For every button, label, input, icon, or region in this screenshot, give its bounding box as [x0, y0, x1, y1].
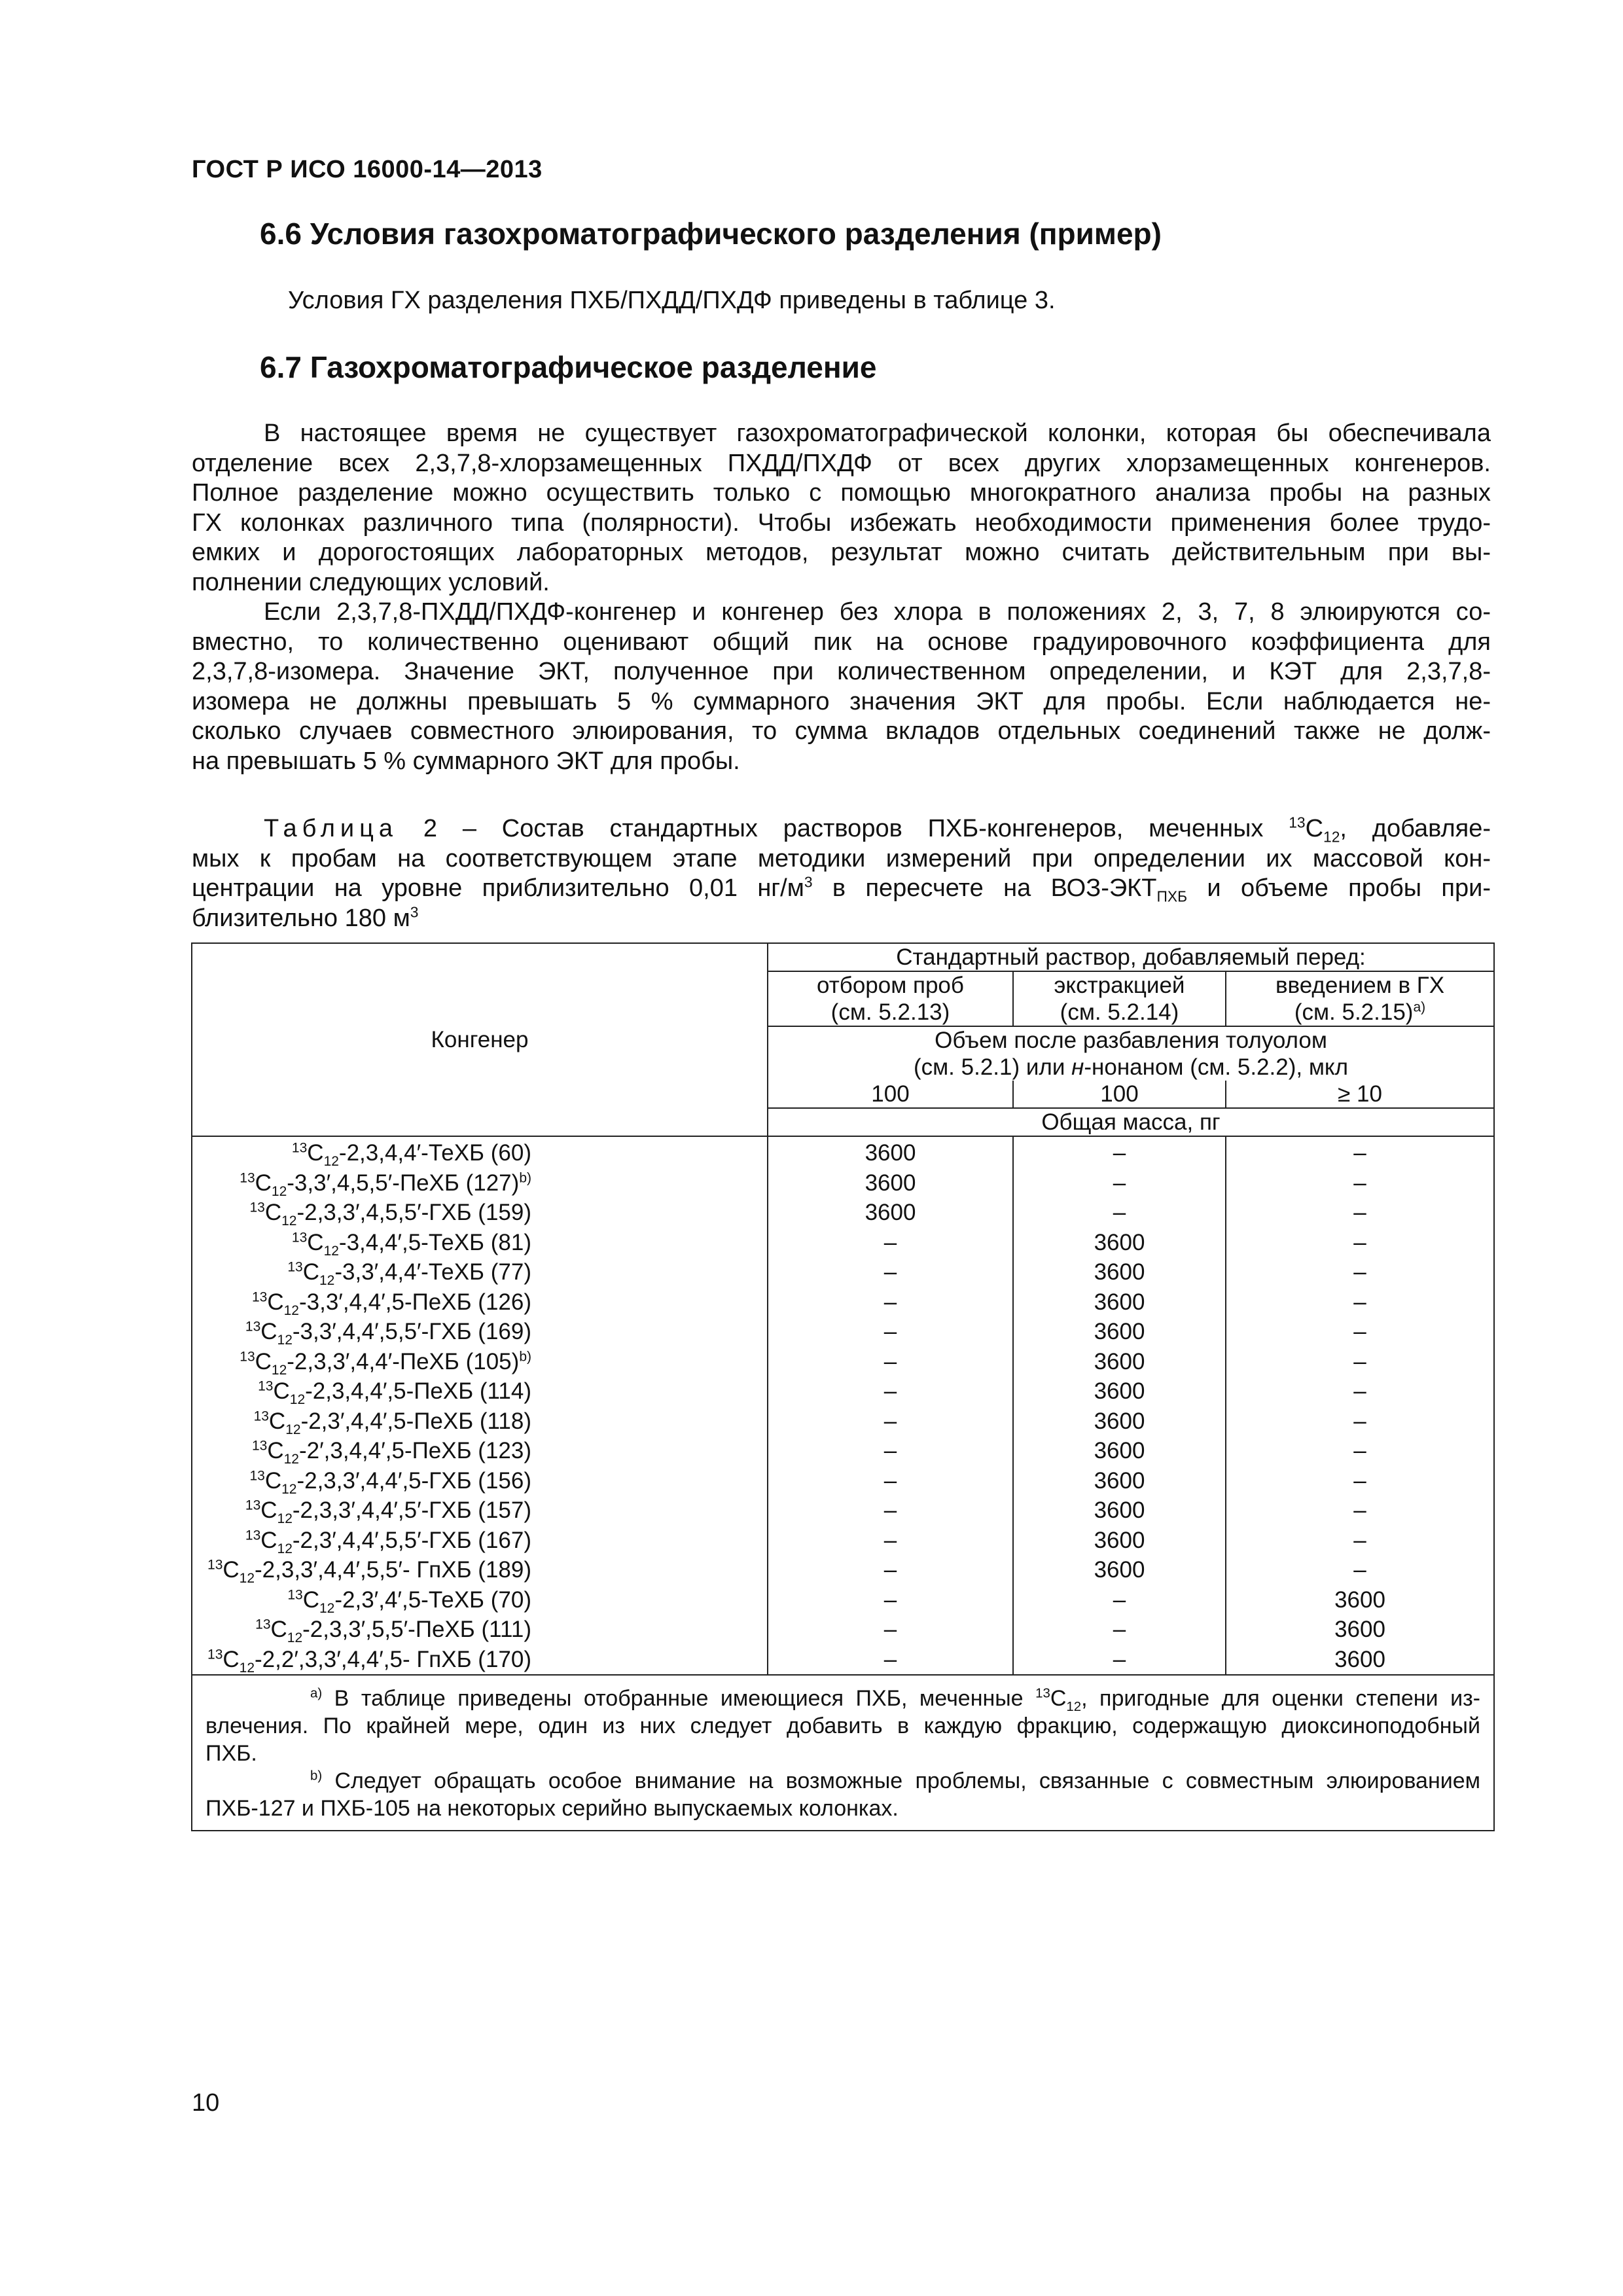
mass-extraction-cell: –	[1013, 1645, 1226, 1676]
table-row	[192, 1555, 1494, 1585]
caption-subscript: ПХБ	[1156, 888, 1188, 905]
congener-cell	[192, 1555, 768, 1585]
table-row	[192, 1136, 1494, 1168]
mass-gc-cell: –	[1226, 1287, 1494, 1318]
mass-sampling-cell: 3600	[768, 1136, 1013, 1168]
caption-carbon: C	[1305, 815, 1324, 842]
mass-gc-cell: –	[1226, 1526, 1494, 1556]
isotope-mass: 13	[249, 1467, 265, 1483]
congener-name: -3,4,4′,5-ТеХБ (81)	[338, 1229, 531, 1255]
congener-cell	[192, 1585, 768, 1615]
mass-gc-cell: –	[1226, 1436, 1494, 1466]
header-extraction-ref: (см. 5.2.14)	[1060, 999, 1179, 1025]
isotope-mass: 13	[245, 1527, 261, 1543]
congener-cell	[192, 1436, 768, 1466]
table-header	[192, 943, 1494, 1136]
mass-extraction-cell: 3600	[1013, 1466, 1226, 1496]
congener-cell	[192, 1198, 768, 1228]
carbon-count: 12	[283, 1302, 299, 1318]
header-volume-line2: (см. 5.2.1) или	[913, 1054, 1072, 1080]
footnote-text: В таблице приведены отобранные имеющиеся ПХБ, меченные	[322, 1686, 1036, 1711]
congener-name: -2,3′,4,4′,5-ПеХБ (118)	[300, 1408, 531, 1434]
mass-gc-cell: –	[1226, 1555, 1494, 1585]
carbon-count: 12	[271, 1183, 287, 1199]
footnote-ref-a: a)	[1413, 999, 1426, 1015]
caption-text: и объеме пробы при-	[1187, 874, 1491, 902]
congener-name: -2,2′,3,3′,4,4′,5- ГпХБ (170)	[255, 1646, 531, 1672]
pcb-standards-table	[191, 942, 1493, 1831]
header-congener: Конгенер	[192, 943, 768, 1136]
carbon-symbol: C	[264, 1467, 282, 1494]
carbon-symbol: C	[302, 1587, 319, 1613]
header-volume	[768, 1026, 1494, 1081]
mass-sampling-cell: –	[768, 1496, 1013, 1526]
mass-gc-cell: –	[1226, 1228, 1494, 1258]
caption-line	[192, 814, 1491, 844]
congener-name: -2,3,4,4′-ТеХБ (60)	[338, 1140, 531, 1166]
congener-name: -2,3,4,4′,5-ПеХБ (114)	[305, 1378, 531, 1404]
congener-name: -2′,3,4,4′,5-ПеХБ (123)	[298, 1438, 531, 1463]
caption-text: в пересчете на ВОЗ-ЭКТ	[812, 874, 1157, 902]
congener-cell	[192, 1407, 768, 1437]
congener-name: -3,3′,4,5,5′-ПеХБ (127)	[287, 1170, 520, 1196]
caption-text: 2 – Состав стандартных растворов ПХБ-конгенеров, меченных	[423, 815, 1289, 842]
volume-extraction: 100	[1013, 1081, 1226, 1108]
section-6-6-text: Условия ГХ разделения ПХБ/ПХДД/ПХДФ приведены в таблице 3.	[288, 287, 1056, 314]
carbon-count: 12	[285, 1422, 301, 1437]
mass-gc-cell: –	[1226, 1136, 1494, 1168]
caption-line	[192, 904, 1491, 934]
carbon-count: 12	[277, 1333, 293, 1348]
carbon-symbol: C	[260, 1498, 277, 1523]
footnote-isotope: 13	[1035, 1686, 1050, 1701]
paragraph-line: вместно, то количественно оценивают общий пик на основе градуировочного коэффициента для	[192, 628, 1491, 656]
paragraph-line: полнении следующих условий.	[192, 568, 550, 596]
isotope-mass: 13	[245, 1319, 261, 1335]
mass-sampling-cell: –	[768, 1228, 1013, 1258]
congener-cell	[192, 1287, 768, 1318]
footnote-a-mark: a)	[310, 1686, 323, 1701]
isotope-mass: 13	[287, 1259, 303, 1275]
carbon-symbol: C	[223, 1646, 240, 1672]
table-row	[192, 1615, 1494, 1645]
mass-sampling-cell: –	[768, 1287, 1013, 1318]
mass-sampling-cell: –	[768, 1466, 1013, 1496]
table-row	[192, 1376, 1494, 1407]
congener-name: -2,3,3′,4,4′,5-ГХБ (156)	[296, 1467, 531, 1494]
congener-cell	[192, 1526, 768, 1556]
footnote-ref: b)	[519, 1348, 531, 1364]
mass-sampling-cell: –	[768, 1347, 1013, 1377]
mass-gc-cell: –	[1226, 1466, 1494, 1496]
footnote-a	[205, 1685, 1480, 1712]
paragraph-line: сколько случаев совместного элюирования, то сумма вкладов отдельных соединений также не долж-	[192, 717, 1491, 745]
header-extraction	[1013, 971, 1226, 1026]
header-sampling-ref: (см. 5.2.13)	[830, 999, 950, 1025]
mass-gc-cell: 3600	[1226, 1615, 1494, 1645]
table-row	[192, 1257, 1494, 1287]
carbon-symbol: C	[267, 1289, 284, 1315]
mass-extraction-cell: 3600	[1013, 1347, 1226, 1377]
carbon-symbol: C	[255, 1348, 272, 1374]
carbon-symbol: C	[302, 1259, 319, 1285]
caption-subscript: 12	[1323, 828, 1340, 846]
carbon-count: 12	[319, 1273, 335, 1288]
paragraph-line: В настоящее время не существует газохроматографической колонки, которая бы обеспечивала	[264, 420, 1491, 447]
footnote-text: Следует обращать особое внимание на возможные проблемы, связанные с совместным элюированием	[322, 1768, 1480, 1793]
isotope-mass: 13	[287, 1587, 303, 1602]
mass-sampling-cell: 3600	[768, 1168, 1013, 1198]
header-extraction-label: экстракцией	[1054, 973, 1185, 998]
mass-sampling-cell: –	[768, 1526, 1013, 1556]
mass-gc-cell: –	[1226, 1168, 1494, 1198]
mass-extraction-cell: –	[1013, 1168, 1226, 1198]
carbon-count: 12	[283, 1452, 299, 1467]
mass-extraction-cell: 3600	[1013, 1317, 1226, 1347]
mass-sampling-cell: –	[768, 1257, 1013, 1287]
paragraph-line: емких и дорогостоящих лабораторных методов, результат можно считать действительным при вы-	[192, 539, 1491, 566]
congener-cell	[192, 1136, 768, 1168]
section-6-7-paragraph-2	[192, 598, 1491, 776]
caption-text: , добавляе-	[1340, 815, 1491, 842]
mass-gc-cell: –	[1226, 1198, 1494, 1228]
section-6-7-title: 6.7 Газохроматографическое разделение	[260, 350, 877, 384]
congener-cell	[192, 1496, 768, 1526]
congener-name: -3,3′,4,4′,5,5′-ГХБ (169)	[292, 1319, 531, 1344]
mass-extraction-cell: 3600	[1013, 1228, 1226, 1258]
mass-gc-cell: 3600	[1226, 1585, 1494, 1615]
mass-extraction-cell: 3600	[1013, 1436, 1226, 1466]
congener-cell	[192, 1347, 768, 1377]
congener-name: -2,3,3′,4,4′,5′-ГХБ (157)	[292, 1498, 531, 1523]
paragraph-line: изомера не должны превышать 5 % суммарного значения ЭКТ для пробы. Если наблюдается не-	[192, 687, 1491, 715]
table-row	[192, 1287, 1494, 1318]
congener-cell	[192, 1615, 768, 1645]
isotope-mass: 13	[245, 1498, 261, 1513]
congener-name: -2,3,3′,5,5′-ПеХБ (111)	[302, 1617, 531, 1642]
isotope-mass: 13	[253, 1408, 269, 1424]
mass-extraction-cell: 3600	[1013, 1526, 1226, 1556]
caption-text: близительно 180 м	[192, 904, 410, 932]
carbon-symbol: C	[270, 1617, 287, 1642]
carbon-count: 12	[287, 1630, 303, 1645]
carbon-symbol: C	[223, 1557, 240, 1583]
paragraph-line: отделение всех 2,3,7,8-хлорзамещенных ПХДД/ПХДФ от всех других хлорзамещенных конгенеров.	[192, 449, 1491, 477]
paragraph-line: ГХ колонках различного типа (полярности). Чтобы избежать необходимости применения более трудо-	[192, 509, 1491, 537]
isotope-mass: 13	[255, 1617, 271, 1632]
mass-extraction-cell: 3600	[1013, 1407, 1226, 1437]
section-6-6-title: 6.6 Условия газохроматографического разделения (пример)	[260, 217, 1162, 251]
congener-name: -2,3,3′,4,5,5′-ГХБ (159)	[296, 1200, 531, 1225]
isotope-mass: 13	[251, 1438, 268, 1454]
header-volume-line1: Объем после разбавления толуолом	[935, 1028, 1327, 1053]
table-footnotes	[192, 1675, 1494, 1831]
mass-sampling-cell: –	[768, 1585, 1013, 1615]
page-number: 10	[192, 2089, 220, 2117]
mass-extraction-cell: 3600	[1013, 1287, 1226, 1318]
congener-cell	[192, 1466, 768, 1496]
mass-sampling-cell: –	[768, 1407, 1013, 1437]
carbon-count: 12	[239, 1660, 255, 1676]
mass-sampling-cell: –	[768, 1317, 1013, 1347]
mass-extraction-cell: –	[1013, 1136, 1226, 1168]
carbon-count: 12	[277, 1511, 293, 1526]
carbon-symbol: C	[273, 1378, 290, 1404]
isotope-mass: 13	[258, 1378, 274, 1394]
congener-cell	[192, 1317, 768, 1347]
congener-cell	[192, 1376, 768, 1407]
footnote-a-line: влечения. По крайней мере, один из них следует добавить в каждую фракцию, содержащую диоксиноподобный	[205, 1713, 1480, 1738]
header-total-mass: Общая масса, пг	[768, 1108, 1494, 1136]
paragraph-line: Полное разделение можно осуществить только с помощью многократного анализа пробы на разных	[192, 479, 1491, 507]
congener-cell	[192, 1645, 768, 1676]
mass-gc-cell: –	[1226, 1496, 1494, 1526]
table-row	[192, 1317, 1494, 1347]
carbon-count: 12	[323, 1154, 339, 1169]
carbon-count: 12	[281, 1481, 297, 1497]
table-row	[192, 1645, 1494, 1676]
congener-name: -2,3,3′,4,4′-ПеХБ (105)	[287, 1348, 520, 1374]
isotope-mass: 13	[207, 1557, 223, 1573]
mass-sampling-cell: –	[768, 1645, 1013, 1676]
isotope-mass: 13	[240, 1170, 255, 1185]
congener-cell	[192, 1168, 768, 1198]
footnote-ref: b)	[519, 1170, 531, 1185]
carbon-count: 12	[281, 1213, 297, 1229]
carbon-symbol: C	[307, 1229, 324, 1255]
isotope-mass: 13	[291, 1229, 308, 1245]
table-row	[192, 1496, 1494, 1526]
caption-superscript: 3	[804, 873, 813, 891]
volume-gc: ≥ 10	[1226, 1081, 1494, 1108]
mass-sampling-cell: –	[768, 1555, 1013, 1585]
mass-sampling-cell: –	[768, 1436, 1013, 1466]
caption-superscript: 3	[410, 903, 419, 920]
table-caption	[192, 814, 1491, 933]
mass-gc-cell: 3600	[1226, 1645, 1494, 1676]
carbon-count: 12	[289, 1392, 306, 1407]
table-row	[192, 1168, 1494, 1198]
footnote-text: , пригодные для оценки степени из-	[1081, 1686, 1480, 1711]
footnote-subscript: 12	[1066, 1699, 1082, 1714]
table-row	[192, 1466, 1494, 1496]
footnote-b	[205, 1767, 1480, 1795]
caption-line: мых к пробам на соответствующем этапе методики измерений при определении их массовой кон-	[192, 844, 1491, 872]
congener-name: -2,3′,4′,5-ТеХБ (70)	[334, 1587, 531, 1613]
footnote-carbon: C	[1050, 1686, 1067, 1711]
header-gc-label: введением в ГХ	[1275, 973, 1445, 998]
caption-line	[192, 874, 1491, 904]
carbon-count: 12	[239, 1571, 255, 1586]
carbon-symbol: C	[268, 1408, 286, 1434]
mass-gc-cell: –	[1226, 1257, 1494, 1287]
carbon-count: 12	[319, 1600, 335, 1616]
header-gc	[1226, 971, 1494, 1026]
volume-sampling: 100	[768, 1081, 1013, 1108]
mass-sampling-cell: 3600	[768, 1198, 1013, 1228]
table-row	[192, 1407, 1494, 1437]
congener-name: -3,3′,4,4′-ТеХБ (77)	[334, 1259, 531, 1285]
paragraph-line: на превышать 5 % суммарного ЭКТ для пробы.	[192, 747, 740, 775]
header-volume-italic: н	[1071, 1054, 1084, 1080]
caption-isotope: 13	[1289, 814, 1306, 831]
mass-extraction-cell: 3600	[1013, 1555, 1226, 1585]
carbon-symbol: C	[260, 1527, 277, 1553]
header-volume-line2b: -нонаном (см. 5.2.2), мкл	[1084, 1054, 1349, 1080]
mass-extraction-cell: –	[1013, 1585, 1226, 1615]
caption-word-table: Таблица	[264, 815, 398, 842]
header-sampling-label: отбором проб	[817, 973, 964, 998]
mass-extraction-cell: 3600	[1013, 1376, 1226, 1407]
header-gc-ref: (см. 5.2.15)	[1294, 999, 1414, 1025]
paragraph-line: Если 2,3,7,8-ПХДД/ПХДФ-конгенер и конгенер без хлора в положениях 2, 3, 7, 8 элюируются со-	[264, 598, 1491, 626]
footnote-b-mark: b)	[310, 1768, 323, 1784]
congener-name: -2,3′,4,4′,5,5′-ГХБ (167)	[292, 1527, 531, 1553]
carbon-count: 12	[277, 1541, 293, 1556]
mass-extraction-cell: 3600	[1013, 1257, 1226, 1287]
footnote-a-line: ПХБ.	[205, 1741, 257, 1766]
mass-gc-cell: –	[1226, 1317, 1494, 1347]
table-row	[192, 1347, 1494, 1377]
carbon-symbol: C	[255, 1170, 272, 1196]
congener-name: -2,3,3′,4,4′,5,5′- ГпХБ (189)	[255, 1557, 531, 1583]
mass-sampling-cell: –	[768, 1615, 1013, 1645]
carbon-count: 12	[323, 1243, 339, 1259]
congener-cell	[192, 1228, 768, 1258]
isotope-mass: 13	[251, 1289, 268, 1304]
mass-extraction-cell: –	[1013, 1615, 1226, 1645]
congener-cell	[192, 1257, 768, 1287]
header-standard-solution: Стандартный раствор, добавляемый перед:	[768, 943, 1494, 971]
carbon-count: 12	[271, 1362, 287, 1378]
mass-extraction-cell: 3600	[1013, 1496, 1226, 1526]
table-row	[192, 1228, 1494, 1258]
mass-gc-cell: –	[1226, 1376, 1494, 1407]
carbon-symbol: C	[307, 1140, 324, 1166]
header-sampling	[768, 971, 1013, 1026]
caption-text: центрации на уровне приблизительно 0,01 нг/м	[192, 874, 804, 902]
isotope-mass: 13	[207, 1646, 223, 1662]
document-header: ГОСТ Р ИСО 16000-14—2013	[192, 156, 543, 183]
congener-name: -3,3′,4,4′,5-ПеХБ (126)	[298, 1289, 531, 1315]
footnote-b-line: ПХБ-127 и ПХБ-105 на некоторых серийно выпускаемых колонках.	[205, 1796, 899, 1821]
isotope-mass: 13	[291, 1140, 308, 1156]
carbon-symbol: C	[267, 1438, 284, 1463]
table-row	[192, 1526, 1494, 1556]
carbon-symbol: C	[264, 1200, 282, 1225]
table-row	[192, 1585, 1494, 1615]
mass-gc-cell: –	[1226, 1407, 1494, 1437]
isotope-mass: 13	[249, 1200, 265, 1215]
table-row	[192, 1198, 1494, 1228]
table-row	[192, 1436, 1494, 1466]
section-6-7-paragraph-1	[192, 419, 1491, 598]
mass-gc-cell: –	[1226, 1347, 1494, 1377]
mass-extraction-cell: –	[1013, 1198, 1226, 1228]
table-body	[192, 1136, 1494, 1675]
mass-sampling-cell: –	[768, 1376, 1013, 1407]
paragraph-line: 2,3,7,8-изомера. Значение ЭКТ, полученное при количественном определении, и КЭТ для 2,3,7,8-	[192, 658, 1491, 685]
carbon-symbol: C	[260, 1319, 277, 1344]
isotope-mass: 13	[240, 1348, 255, 1364]
